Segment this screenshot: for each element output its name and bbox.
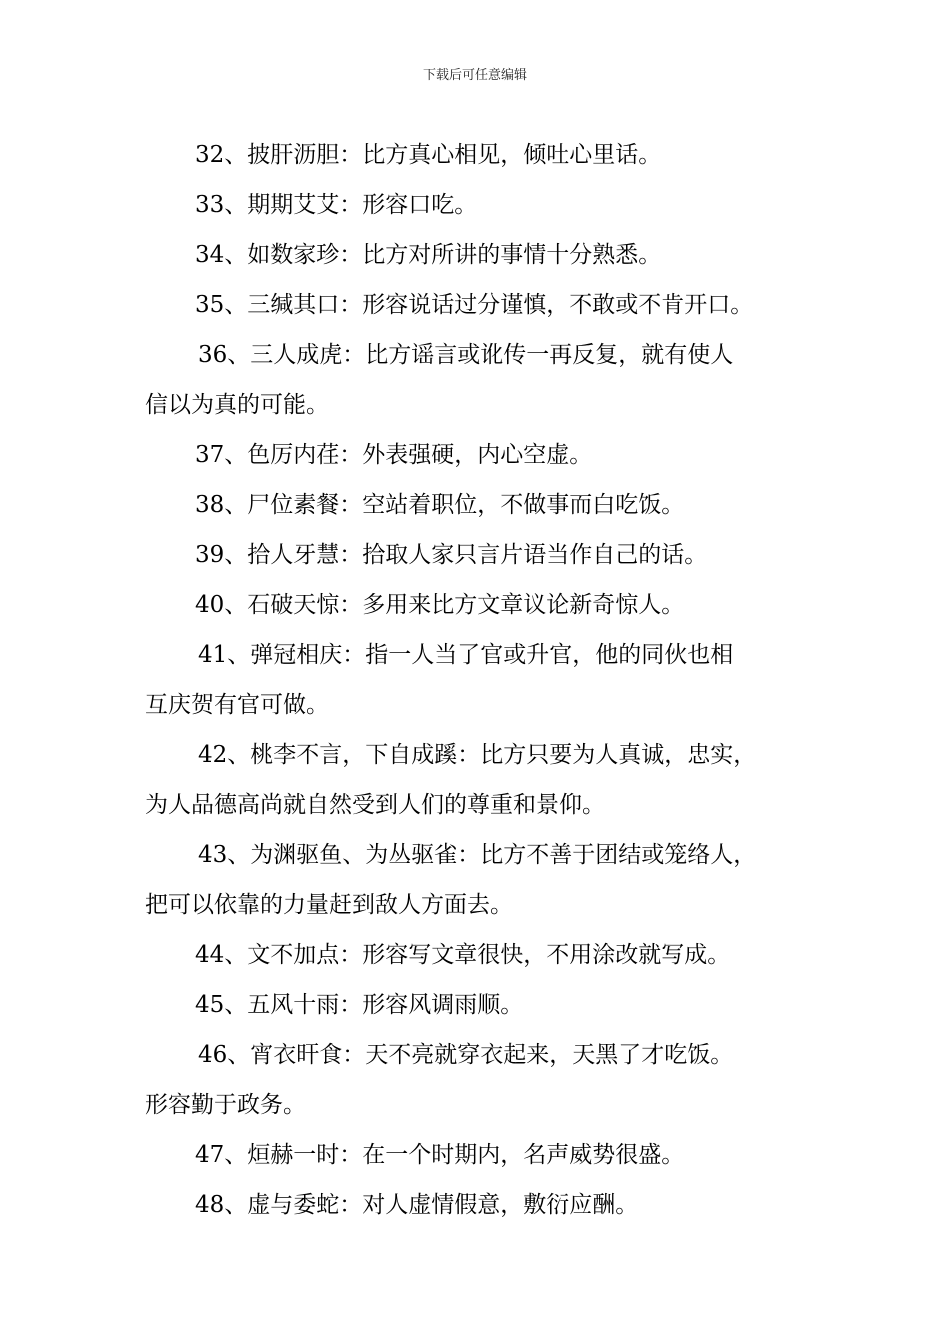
idiom-entry-line: 45、五风十雨：形容风调雨顺。 xyxy=(195,992,524,1018)
idiom-entry xyxy=(145,580,825,630)
idiom-entry xyxy=(145,330,825,430)
idiom-entry-line: 39、拾人牙慧：拾取人家只言片语当作自己的话。 xyxy=(195,542,708,568)
idiom-entry xyxy=(145,530,825,580)
idiom-entry-line: 47、烜赫一时：在一个时期内，名声威势很盛。 xyxy=(195,1142,685,1168)
idiom-entry-line: 40、石破天惊：多用来比方文章议论新奇惊人。 xyxy=(195,592,685,618)
idiom-entry-line: 35、三缄其口：形容说话过分谨慎，不敢或不肯开口。 xyxy=(195,292,754,318)
idiom-entry-line: 34、如数家珍：比方对所讲的事情十分熟悉。 xyxy=(195,242,662,268)
idiom-entry-continuation: 形容勤于政务。 xyxy=(145,1092,306,1118)
idiom-list xyxy=(145,130,825,1230)
idiom-entry xyxy=(145,1030,825,1130)
idiom-entry-line: 37、色厉内荏：外表强硬，内心空虚。 xyxy=(195,442,593,468)
idiom-entry-continuation: 把可以依靠的力量赶到敌人方面去。 xyxy=(145,892,513,918)
idiom-entry-line: 41、弹冠相庆：指一人当了官或升官，他的同伙也相 xyxy=(198,642,734,668)
idiom-entry xyxy=(145,630,825,730)
idiom-entry-continuation: 信以为真的可能。 xyxy=(145,392,329,418)
idiom-entry-continuation: 互庆贺有官可做。 xyxy=(145,692,329,718)
idiom-entry xyxy=(145,830,825,930)
idiom-entry-line: 38、尸位素餐：空站着职位，不做事而白吃饭。 xyxy=(195,492,685,518)
idiom-entry-line: 42、桃李不言，下自成蹊：比方只要为人真诚，忠实， xyxy=(198,742,757,768)
idiom-entry xyxy=(145,1130,825,1180)
idiom-entry xyxy=(145,130,825,180)
idiom-entry-continuation: 为人品德高尚就自然受到人们的尊重和景仰。 xyxy=(145,792,605,818)
idiom-entry xyxy=(145,980,825,1030)
idiom-entry-line: 44、文不加点：形容写文章很快，不用涂改就写成。 xyxy=(195,942,731,968)
idiom-entry-line: 43、为渊驱鱼、为丛驱雀：比方不善于团结或笼络人， xyxy=(198,842,757,868)
idiom-entry-line: 33、期期艾艾：形容口吃。 xyxy=(195,192,478,218)
idiom-entry xyxy=(145,230,825,280)
idiom-entry-line: 32、披肝沥胆：比方真心相见，倾吐心里话。 xyxy=(195,142,662,168)
idiom-entry xyxy=(145,730,825,830)
idiom-entry xyxy=(145,280,825,330)
idiom-entry xyxy=(145,930,825,980)
idiom-entry xyxy=(145,430,825,480)
idiom-entry xyxy=(145,480,825,530)
page-header: 下载后可任意编辑 xyxy=(422,68,527,83)
idiom-entry xyxy=(145,180,825,230)
idiom-entry-line: 36、三人成虎：比方谣言或讹传一再反复，就有使人 xyxy=(198,342,734,368)
idiom-entry xyxy=(145,1180,825,1230)
idiom-entry-line: 46、宵衣旰食：天不亮就穿衣起来，天黑了才吃饭。 xyxy=(198,1042,734,1068)
idiom-entry-line: 48、虚与委蛇：对人虚情假意，敷衍应酬。 xyxy=(195,1192,639,1218)
